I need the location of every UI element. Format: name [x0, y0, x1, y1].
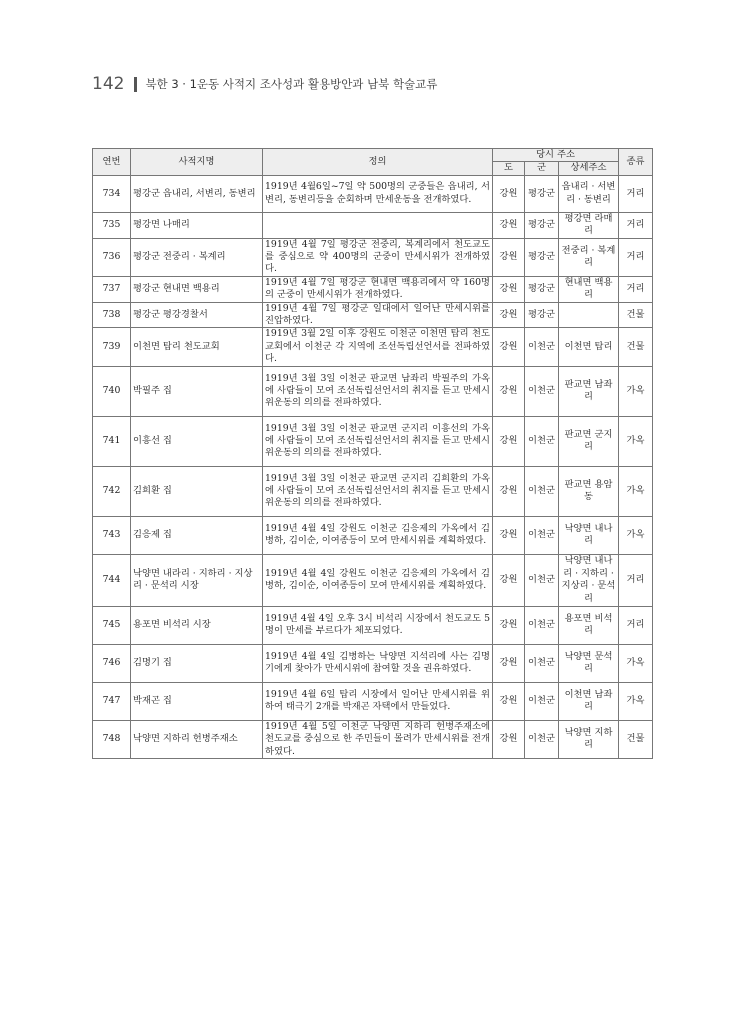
- col-header-county: 군: [525, 162, 559, 175]
- row-number: 736: [93, 238, 131, 276]
- site-type: 거리: [619, 175, 653, 212]
- detailed-address: 현내면 백용리: [559, 276, 619, 302]
- detailed-address: 판교면 군지리: [559, 416, 619, 466]
- row-number: 737: [93, 276, 131, 302]
- site-definition: 1919년 4월 7일 평강군 전중리, 복계리에서 천도교도를 중심으로 약 400명의 군중이 만세시위가 전개하였다.: [263, 238, 493, 276]
- province: 강원: [493, 516, 525, 554]
- table-row: [93, 328, 653, 366]
- county: 이천군: [525, 328, 559, 366]
- historic-sites-table: [92, 148, 653, 759]
- table-row: [93, 554, 653, 606]
- province: 강원: [493, 466, 525, 516]
- page-header: [92, 74, 437, 94]
- county: 이천군: [525, 720, 559, 758]
- province: 강원: [493, 720, 525, 758]
- detailed-address: 낙양면 내나리 · 지하리 · 지상리 · 문석리: [559, 554, 619, 606]
- detailed-address: 낙양면 지하리: [559, 720, 619, 758]
- county: 이천군: [525, 606, 559, 644]
- county: 이천군: [525, 466, 559, 516]
- row-number: 738: [93, 302, 131, 328]
- site-name: 낙양면 지하리 헌병주재소: [131, 720, 263, 758]
- site-definition: 1919년 4월 4일 강원도 이천군 김응제의 가옥에서 김병하, 김이순, 이여종등이 모여 만세시위를 계획하였다.: [263, 516, 493, 554]
- row-number: 743: [93, 516, 131, 554]
- site-name: 평강면 나매리: [131, 212, 263, 238]
- province: 강원: [493, 276, 525, 302]
- table-row: [93, 720, 653, 758]
- row-number: 744: [93, 554, 131, 606]
- county: 이천군: [525, 554, 559, 606]
- page-number: 142: [92, 74, 125, 94]
- detailed-address: 판교면 용암동: [559, 466, 619, 516]
- row-number: 742: [93, 466, 131, 516]
- county: 이천군: [525, 644, 559, 682]
- county: 평강군: [525, 212, 559, 238]
- col-header-name: 사적지명: [131, 149, 263, 176]
- site-type: 거리: [619, 606, 653, 644]
- site-type: 가옥: [619, 366, 653, 416]
- county: 이천군: [525, 416, 559, 466]
- site-type: 거리: [619, 212, 653, 238]
- table-row: [93, 606, 653, 644]
- row-number: 741: [93, 416, 131, 466]
- province: 강원: [493, 238, 525, 276]
- site-definition: 1919년 4월 7일 평강군 현내면 백용리에서 약 160명의 군중이 만세시위가 전개하였다.: [263, 276, 493, 302]
- site-definition: 1919년 4월 4일 강원도 이천군 김응제의 가옥에서 김병하, 김이순, 이여종등이 모여 만세시위를 계획하였다.: [263, 554, 493, 606]
- site-definition: 1919년 4월 4일 김병하는 낙양면 지석리에 사는 김명기에게 찾아가 만세시위에 참여할 것을 권유하였다.: [263, 644, 493, 682]
- site-type: 가옥: [619, 466, 653, 516]
- table-body: [93, 175, 653, 758]
- detailed-address: 낙양면 문석리: [559, 644, 619, 682]
- county: 평강군: [525, 276, 559, 302]
- county: 평강군: [525, 302, 559, 328]
- site-name: 김명기 집: [131, 644, 263, 682]
- detailed-address: 용포면 비석리: [559, 606, 619, 644]
- col-header-detail: 상세주소: [559, 162, 619, 175]
- header-divider: [134, 77, 137, 92]
- detailed-address: 판교면 남좌리: [559, 366, 619, 416]
- site-name: 김희환 집: [131, 466, 263, 516]
- site-type: 건물: [619, 328, 653, 366]
- site-type: 건물: [619, 302, 653, 328]
- site-definition: 1919년 4월 4일 오후 3시 비석리 시장에서 천도교도 5명이 만세를 부르다가 체포되었다.: [263, 606, 493, 644]
- site-name: 낙양면 내라리 · 지하리 · 지상리 · 문석리 시장: [131, 554, 263, 606]
- col-header-address: 당시 주소: [493, 149, 619, 162]
- county: 평강군: [525, 175, 559, 212]
- site-name: 이흥선 집: [131, 416, 263, 466]
- site-name: 평강군 현내면 백용리: [131, 276, 263, 302]
- province: 강원: [493, 682, 525, 720]
- detailed-address: 전중리 · 복계리: [559, 238, 619, 276]
- site-definition: 1919년 4월 6일 탑리 시장에서 일어난 만세시위를 위하여 태극기 2개를 박재곤 자택에서 만들었다.: [263, 682, 493, 720]
- row-number: 735: [93, 212, 131, 238]
- row-number: 748: [93, 720, 131, 758]
- col-header-type: 종류: [619, 149, 653, 176]
- county: 이천군: [525, 516, 559, 554]
- province: 강원: [493, 366, 525, 416]
- table-row: [93, 366, 653, 416]
- site-definition: 1919년 4월 7일 평강군 일대에서 일어난 만세시위를 진압하였다.: [263, 302, 493, 328]
- detailed-address: 이천면 남좌리: [559, 682, 619, 720]
- table-row: [93, 516, 653, 554]
- site-definition: 1919년 3월 2일 이후 강원도 이천군 이천면 탑리 천도교회에서 이천군 각 지역에 조선독립선언서를 전파하였다.: [263, 328, 493, 366]
- row-number: 746: [93, 644, 131, 682]
- site-name: 박재곤 집: [131, 682, 263, 720]
- site-type: 거리: [619, 238, 653, 276]
- site-definition: [263, 212, 493, 238]
- site-type: 거리: [619, 554, 653, 606]
- col-header-province: 도: [493, 162, 525, 175]
- site-type: 가옥: [619, 644, 653, 682]
- table-row: [93, 644, 653, 682]
- site-name: 평강군 평강경찰서: [131, 302, 263, 328]
- site-definition: 1919년 4월 5일 이천군 낙양면 지하리 헌병주재소에 천도교를 중심으로 한 주민들이 몰려가 만세시위를 전개하였다.: [263, 720, 493, 758]
- site-type: 건물: [619, 720, 653, 758]
- table-row: [93, 175, 653, 212]
- site-type: 가옥: [619, 516, 653, 554]
- site-name: 용포면 비석리 시장: [131, 606, 263, 644]
- table-row: [93, 302, 653, 328]
- site-name: 김응제 집: [131, 516, 263, 554]
- province: 강원: [493, 328, 525, 366]
- table-row: [93, 682, 653, 720]
- table-row: [93, 238, 653, 276]
- row-number: 747: [93, 682, 131, 720]
- row-number: 745: [93, 606, 131, 644]
- site-definition: 1919년 3월 3일 이천군 판교면 군지리 이흥선의 가옥에 사람들이 모여 조선독립선언서의 취지를 듣고 만세시위운동의 의의를 전파하였다.: [263, 416, 493, 466]
- col-header-definition: 정의: [263, 149, 493, 176]
- col-header-no: 연번: [93, 149, 131, 176]
- county: 이천군: [525, 682, 559, 720]
- detailed-address: [559, 302, 619, 328]
- detailed-address: 낙양면 내나리: [559, 516, 619, 554]
- header-row: [93, 149, 653, 162]
- site-definition: 1919년 3월 3일 이천군 판교면 군지리 김희환의 가옥에 사람들이 모여 조선독립선언서의 취지를 듣고 만세시위운동의 의의를 전파하였다.: [263, 466, 493, 516]
- site-definition: 1919년 4월6일~7일 약 500명의 군중들은 읍내리, 서변리, 동변리등을 순회하며 만세운동을 전개하였다.: [263, 175, 493, 212]
- site-name: 이천면 탑리 천도교회: [131, 328, 263, 366]
- detailed-address: 이천면 탑리: [559, 328, 619, 366]
- detailed-address: 평강면 라매리: [559, 212, 619, 238]
- province: 강원: [493, 212, 525, 238]
- site-name: 평강군 전중리 · 복계리: [131, 238, 263, 276]
- table-row: [93, 416, 653, 466]
- running-title: 북한 3 · 1운동 사적지 조사성과 활용방안과 남북 학술교류: [145, 77, 438, 91]
- county: 이천군: [525, 366, 559, 416]
- detailed-address: 읍내리 · 서변리 · 동변리: [559, 175, 619, 212]
- site-name: 평강군 읍내리, 서변리, 동변리: [131, 175, 263, 212]
- table-row: [93, 212, 653, 238]
- province: 강원: [493, 302, 525, 328]
- site-type: 가옥: [619, 416, 653, 466]
- table-row: [93, 276, 653, 302]
- site-type: 거리: [619, 276, 653, 302]
- county: 평강군: [525, 238, 559, 276]
- row-number: 740: [93, 366, 131, 416]
- province: 강원: [493, 606, 525, 644]
- table-row: [93, 466, 653, 516]
- site-definition: 1919년 3월 3일 이천군 판교면 남좌리 박필주의 가옥에 사람들이 모여 조선독립선언서의 취지를 듣고 만세시위운동의 의의를 전파하였다.: [263, 366, 493, 416]
- province: 강원: [493, 175, 525, 212]
- row-number: 734: [93, 175, 131, 212]
- province: 강원: [493, 644, 525, 682]
- site-name: 박필주 집: [131, 366, 263, 416]
- row-number: 739: [93, 328, 131, 366]
- province: 강원: [493, 416, 525, 466]
- site-type: 가옥: [619, 682, 653, 720]
- province: 강원: [493, 554, 525, 606]
